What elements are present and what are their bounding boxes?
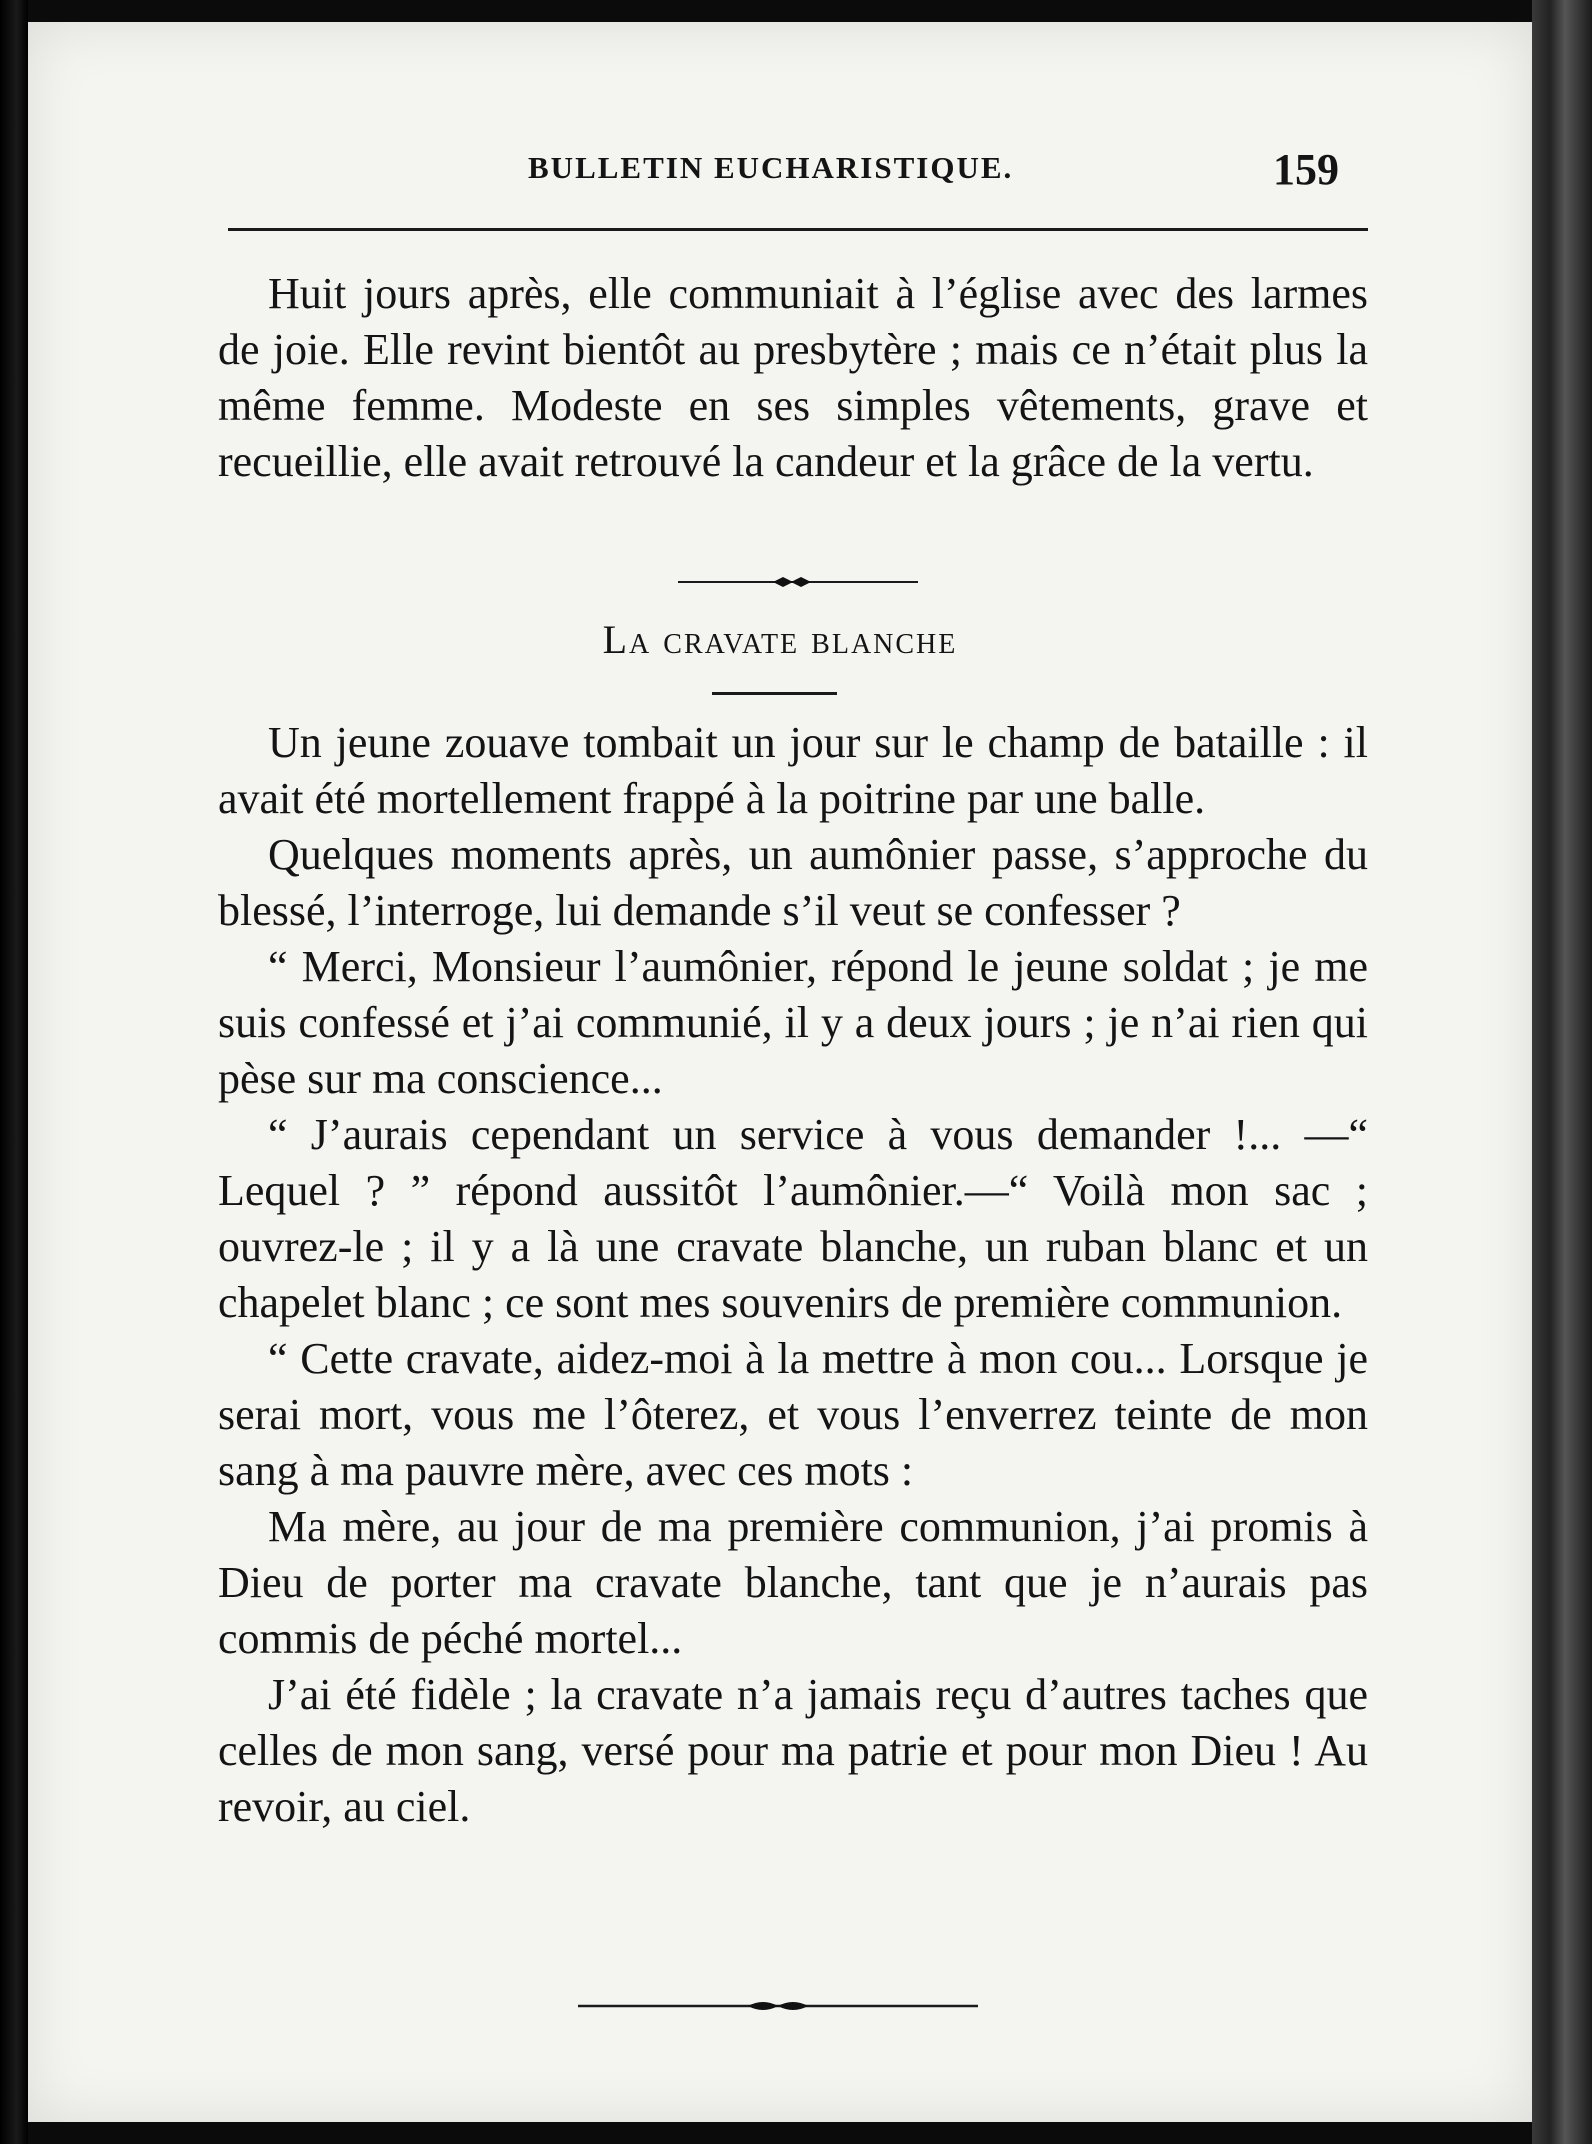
paragraph: Huit jours après, elle communiait à l’église avec des larmes de joie. Elle revint bientôt au presbytère ; mais ce n’était plus la même femme. Modeste en ses simples vêtements, grave et recueillie, elle avait retrouvé la candeur et la grâce de la vertu. [218, 269, 1368, 486]
page-number: 159 [1273, 145, 1339, 194]
title-rule [712, 692, 837, 695]
section-title: La cravate blanche [602, 617, 958, 662]
ornament-divider [678, 572, 918, 592]
paragraph: “ Merci, Monsieur l’aumônier, répond le jeune soldat ; je me suis confessé et j’ai communié, il y a deux jours ; je n’ai rien qui pèse sur ma conscience... [218, 942, 1368, 1103]
paragraph: Un jeune zouave tombait un jour sur le champ de bataille : il avait été mortellement frappé à la poitrine par une balle. [218, 718, 1368, 823]
page-edge [1532, 0, 1592, 2144]
binding-shadow [0, 0, 28, 2144]
book-page [28, 22, 1532, 2122]
running-head-title: BULLETIN EUCHARISTIQUE. [528, 150, 1014, 185]
paragraph: Ma mère, au jour de ma première communion, j’ai promis à Dieu de porter ma cravate blanche, tant que je n’aurais pas commis de péché mortel... [218, 1502, 1368, 1663]
paragraph: “ Cette cravate, aidez-moi à la mettre à mon cou... Lorsque je serai mort, vous me l’ôterez, et vous l’enverrez teinte de mon sang à ma pauvre mère, avec ces mots : [218, 1334, 1368, 1495]
paragraph: “ J’aurais cependant un service à vous demander !... —“ Lequel ? ” répond aussitôt l’aumônier.—“ Voilà mon sac ; ouvrez-le ; il y a là une cravate blanche, un ruban blanc et un chapelet blanc ; ce sont mes souvenirs de première communion. [218, 1110, 1368, 1327]
paragraph: Quelques moments après, un aumônier passe, s’approche du blessé, l’interroge, lui demande s’il veut se confesser ? [218, 830, 1368, 935]
paragraph: J’ai été fidèle ; la cravate n’a jamais reçu d’autres taches que celles de mon sang, versé pour ma patrie et pour mon Dieu ! Au revoir, au ciel. [218, 1670, 1368, 1831]
story-text [218, 715, 1368, 1835]
header-rule [228, 228, 1368, 231]
end-ornament [578, 1994, 978, 2018]
running-head [28, 145, 1532, 198]
opening-text [218, 266, 1368, 490]
